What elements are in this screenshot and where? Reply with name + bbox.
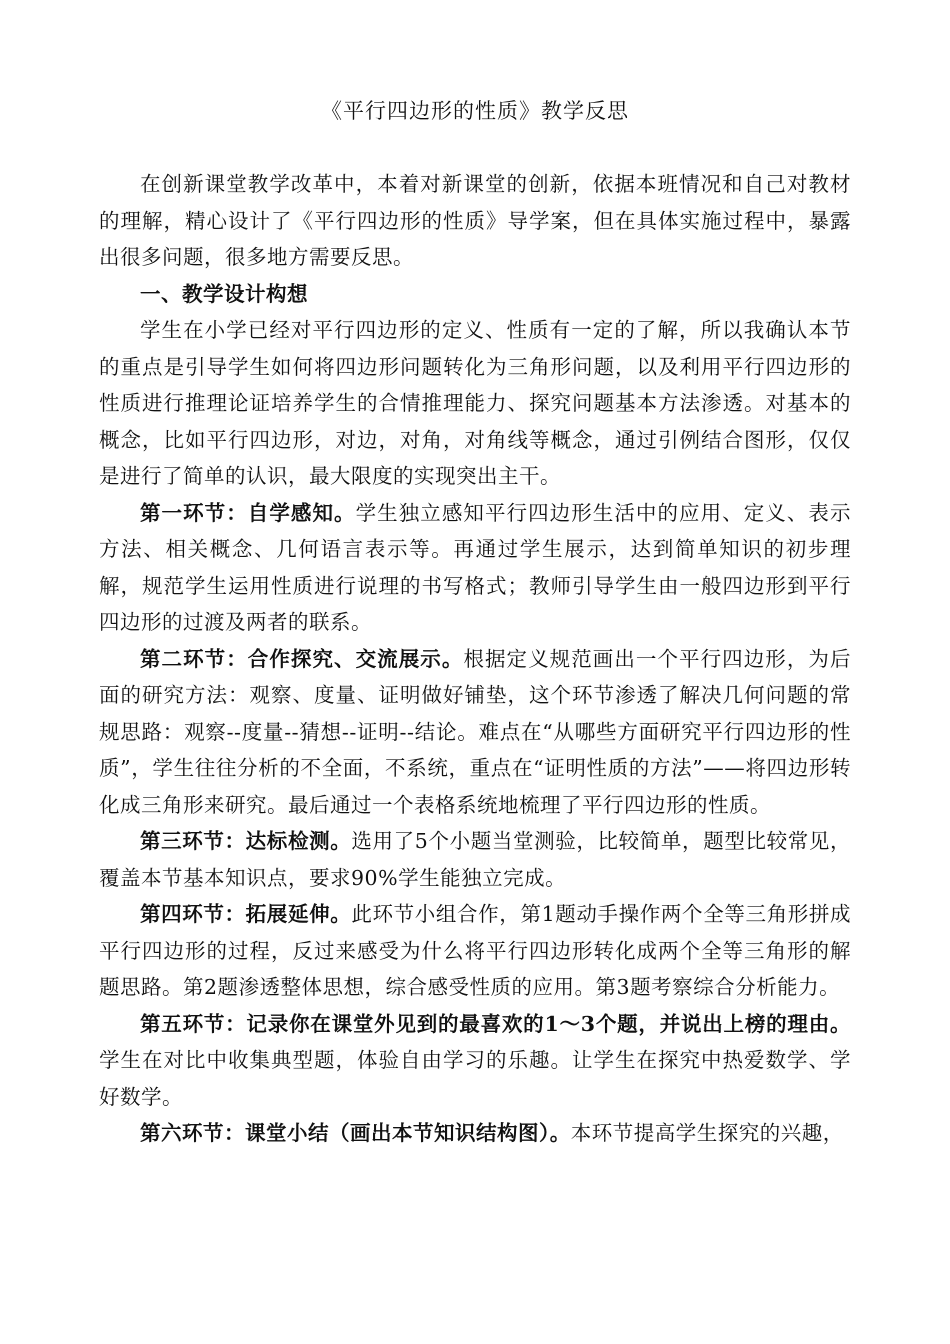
stage-text: 学生独立感知平行四边形生活中的应用、定义、表示方法、相关概念、几何语言表示等。再通过学生展示，达到简单知识的初步理解，规范学生运用性质进行说理的书写格式；教师引导学生由一般四边形到平行四边形的过渡及两者的联系。 (99, 500, 851, 634)
stage-label: 第二环节：合作探究、交流展示。 (140, 646, 464, 671)
stage-label: 第一环节：自学感知。 (140, 500, 356, 525)
stage-text: 本环节提高学生探究的兴趣， (570, 1121, 844, 1145)
stage-paragraph-6 (99, 1115, 851, 1152)
section-heading: 一、教学设计构想 (140, 281, 308, 306)
stage-paragraph-4 (99, 896, 851, 1006)
document-title: 《平行四边形的性质》教学反思 (321, 99, 629, 123)
stage-paragraph-5 (99, 1006, 851, 1116)
stage-text: 选用了5个小题当堂测验，比较简单，题型比较常见，覆盖本节基本知识点，要求90%学生能独立完成。 (99, 829, 852, 890)
stage-text: 此环节小组合作，第1题动手操作两个全等三角形拼成平行四边形的过程，反过来感受为什么将平行四边形转化成两个全等三角形的解题思路。第2题渗透整体思想，综合感受性质的应用。第3题考察综合分析能力。 (99, 902, 852, 999)
stage-text: 学生在对比中收集典型题，体验自由学习的乐趣。让学生在探究中热爱数学、学好数学。 (99, 1048, 851, 1109)
stage-label: 第六环节：课堂小结（画出本节知识结构图）。 (140, 1121, 571, 1145)
stage-label: 第五环节：记录你在课堂外见到的最喜欢的1～3个题，并说出上榜的理由。 (140, 1011, 851, 1036)
stage-paragraph-3 (99, 823, 851, 896)
intro-paragraph: 在创新课堂教学改革中，本着对新课堂的创新，依据本班情况和自己对教材的理解，精心设计了《平行四边形的性质》导学案，但在具体实施过程中，暴露出很多问题，很多地方需要反思。 (99, 172, 851, 269)
section-paragraph: 学生在小学已经对平行四边形的定义、性质有一定的了解，所以我确认本节的重点是引导学生如何将四边形问题转化为三角形问题，以及利用平行四边形的性质进行推理论证培养学生的合情推理能力、探究问题基本方法渗透。对基本的概念，比如平行四边形，对边，对角，对角线等概念，通过引例结合图形，仅仅是进行了简单的认识，最大限度的实现突出主干。 (99, 318, 851, 488)
stage-text: 根据定义规范画出一个平行四边形，为后面的研究方法：观察、度量、证明做好铺垫，这个环节渗透了解决几何问题的常规思路：观察--度量--猜想--证明--结论。难点在“从哪些方面研究平行四边形的性质”，学生往往分析的不全面，不系统，重点在“证明性质的方法”——将四边形转化成三角形来研究。最后通过一个表格系统地梳理了平行四边形的性质。 (99, 646, 851, 817)
stage-paragraph-1 (99, 495, 851, 641)
document-body (99, 166, 851, 1152)
stage-label: 第三环节：达标检测。 (140, 829, 352, 853)
stage-label: 第四环节：拓展延伸。 (140, 902, 352, 926)
stage-paragraph-2 (99, 641, 851, 824)
